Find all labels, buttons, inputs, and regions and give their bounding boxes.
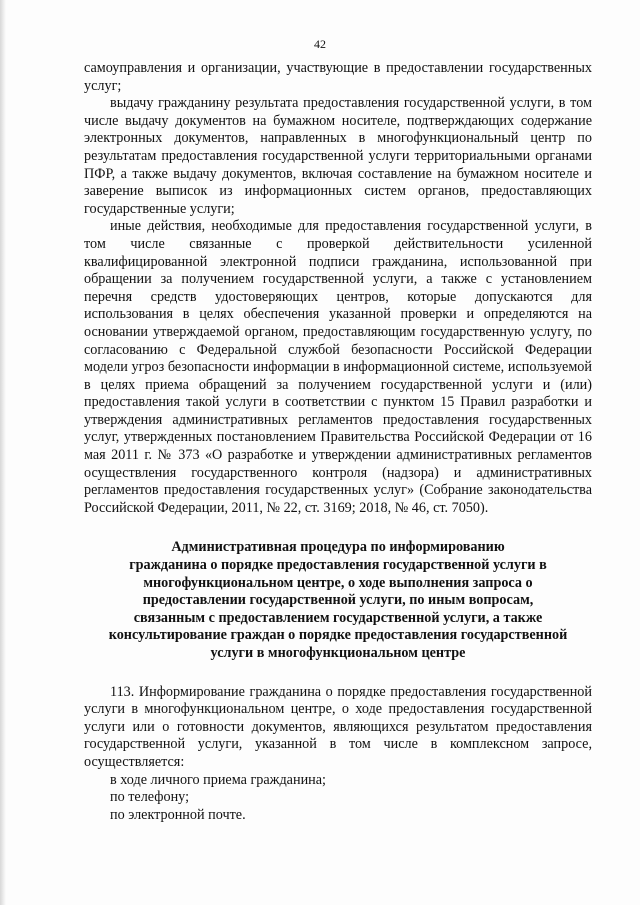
paragraph-113: 113. Информирование гражданина о порядке предоставления государственной услуги в многофункциональном центре, о ходе предоставления государственной услуги или о готовности документов, являющихся результатом предоставления государственной услуги, указанной в том числе в комплексном запросе, осуществляется: bbox=[84, 683, 592, 770]
heading-line: предоставлении государственной услуги, по иным вопросам, bbox=[142, 592, 534, 609]
section-heading bbox=[84, 539, 592, 662]
heading-line: консультирование граждан о порядке предоставления государственной bbox=[108, 627, 568, 644]
heading-line: Административная процедура по информированию bbox=[171, 539, 505, 556]
list-item-email: по электронной почте. bbox=[110, 806, 246, 823]
paragraph-continuation: самоуправления и организации, участвующие в предоставлении государственных услуг; bbox=[84, 60, 592, 94]
heading-line: связанным с предоставлением государственной услуги, а также bbox=[133, 609, 543, 626]
spacer bbox=[84, 663, 592, 684]
heading-line: гражданина о порядке предоставления государственной услуги в bbox=[129, 557, 547, 574]
document-body bbox=[84, 60, 592, 824]
list-item-personal-reception: в ходе личного приема гражданина; bbox=[110, 771, 326, 788]
page-number: 42 bbox=[314, 37, 326, 51]
scan-edge-shadow bbox=[0, 0, 6, 905]
paragraph-other-actions: иные действия, необходимые для предоставления государственной услуги, в том числе связанные с проверкой действительности усиленной квалифицированной электронной подписи гражданина, использованной при обращении за получением государственной услуги, а также с установлением перечня средств удостоверяющих центров, которые допускаются для использования в целях обеспечения указанной проверки и определяются на основании утверждаемой органом, предоставляющим государственную услугу, по согласованию с Федеральной службой безопасности Российской Федерации модели угроз безопасности информации в информационной системе, используемой в целях приема обращений за получением государственной услуги и (или) предоставления такой услуги в соответствии с пунктом 15 Правил разработки и утверждения административных регламентов предоставления государственных услуг, утвержденных постановлением Правительства Российской Федерации от 16 мая 2011 г. № 373 «О разработке и утверждении административных регламентов осуществления государственного контроля (надзора) и административных регламентов предоставления государственных услуг» (Собрание законодательства Российской Федерации, 2011, № 22, ст. 3169; 2018, № 46, ст. 7050). bbox=[84, 218, 592, 516]
paragraph-result-issuance: выдачу гражданину результата предоставления государственной услуги, в том числе выдачу документов на бумажном носителе, подтверждающих содержание электронных документов, направленных в многофункциональный центр по результатам предоставления государственной услуги территориальными органами ПФР, а также выдачу документов, включая составление на бумажном носителе и заверение выписок из информационных систем органов, предоставляющих государственные услуги; bbox=[84, 95, 592, 217]
heading-line: услуги в многофункциональном центре bbox=[210, 645, 466, 661]
heading-line: многофункциональном центре, о ходе выполнения запроса о bbox=[143, 574, 533, 591]
list-item-phone: по телефону; bbox=[110, 789, 190, 806]
